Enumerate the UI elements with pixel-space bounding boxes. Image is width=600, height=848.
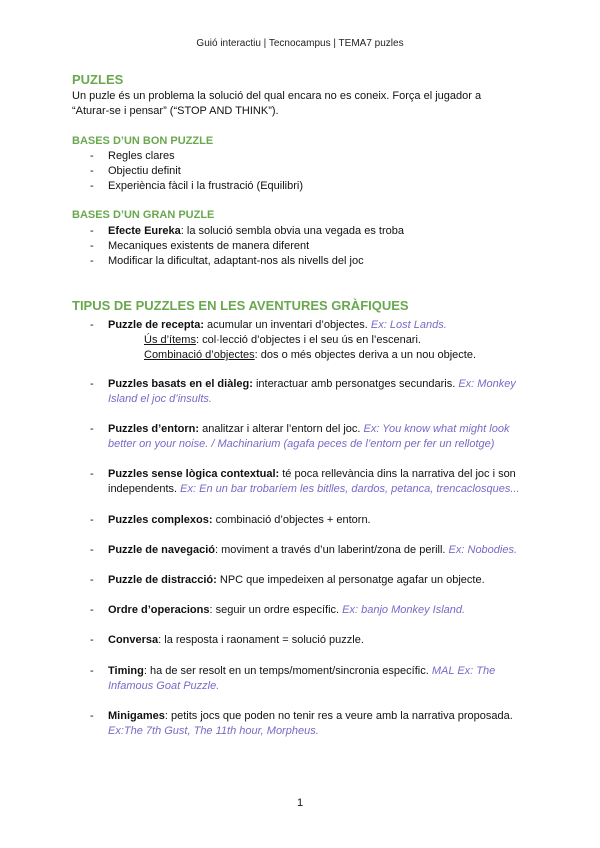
sub-us-items	[144, 333, 421, 348]
item-minigames: - Minigames: petits jocs que poden no tenir res a veure amb la narrativa proposada. Ex:The 7th Gust, The 11th hour, Morpheus.	[90, 710, 513, 737]
list-item: - Mecaniques existents de manera diferent	[72, 239, 404, 254]
term: Puzzles sense lògica contextual:	[108, 468, 280, 480]
example: Ex: You know what might look	[363, 423, 510, 435]
term: Conversa	[108, 634, 159, 646]
definition: acumular un inventari d’objectes.	[203, 319, 371, 331]
term: Puzzle de navegació	[108, 544, 215, 556]
intro-paragraph	[72, 89, 542, 119]
term: Minigames	[108, 710, 165, 722]
definition: té poca rellevància dins la narrativa del joc i son	[279, 468, 516, 480]
example: Ex: En un bar trobaríem les bitlles, dardos, petanca, trencaclosques...	[180, 483, 520, 495]
term: Puzzle de distracció:	[108, 574, 217, 586]
item-timing: - Timing: ha de ser resolt en un temps/moment/sincronia específic. MAL Ex: The Infamous Goat Puzzle.	[90, 665, 496, 692]
eureka-term: Efecte Eureka	[108, 225, 181, 237]
item-dialeg: - Puzzles basats en el diàleg: interactuar amb personatges secundaris. Ex: Monkey Island el joc d’insults.	[90, 378, 516, 405]
sub-text: : dos o més objectes deriva a un nou objecte.	[254, 349, 477, 361]
list-item: - Objectiu definit	[72, 164, 303, 179]
term: Puzzles complexos:	[108, 514, 213, 526]
heading-gran-puzle: BASES D’UN GRAN PUZLE	[72, 209, 215, 221]
item-navegacio: - Puzzle de navegació: moviment a través d’un laberint/zona de perill. Ex: Nobodies.	[90, 544, 518, 556]
list-item: - Regles clares	[72, 149, 303, 164]
term: Ordre d’operacions	[108, 604, 210, 616]
intro-line-1: Un puzle és un problema la solució del qual encara no es coneix. Força el jugador a	[72, 90, 482, 102]
example: Ex: banjo Monkey Island.	[342, 604, 466, 616]
example: Ex: Monkey	[458, 378, 516, 390]
term: Puzzles basats en el diàleg:	[108, 378, 253, 390]
item-distraccio: - Puzzle de distracció: NPC que impedeixen al personatge agafar un objecte.	[90, 574, 485, 586]
heading-tipus-puzzles: TIPUS DE PUZZLES EN LES AVENTURES GRÀFIQUES	[72, 298, 409, 313]
sub-text: : col·lecció d’objectes i el seu ús en l’escenari.	[195, 334, 421, 346]
item-recepta: - Puzzle de recepta: acumular un inventari d’objectes. Ex: Lost Lands.	[90, 319, 447, 331]
example: Ex: Nobodies.	[448, 544, 518, 556]
term: Puzzle de recepta:	[108, 319, 204, 331]
definition: combinació d’objectes + entorn.	[212, 514, 371, 526]
example: MAL Ex: The	[431, 665, 496, 677]
sub-term: Combinació d’objectes	[144, 349, 255, 361]
item-complexos: - Puzzles complexos: combinació d’objectes + entorn.	[90, 514, 371, 526]
example-cont: Infamous Goat Puzzle.	[108, 680, 220, 692]
list-item: - Modificar la dificultat, adaptant-nos als nivells del joc	[72, 254, 404, 269]
item-logica: - Puzzles sense lògica contextual: té poca rellevància dins la narrativa del joc i son independents. Ex: En un bar trobaríem les bitlles, dardos, petanca, trencaclosques...	[90, 468, 520, 495]
definition: NPC que impedeixen al personatge agafar un objecte.	[216, 574, 485, 586]
definition: : ha de ser resolt en un temps/moment/sincronia específic.	[143, 665, 432, 677]
intro-line-2: “Aturar-se i pensar” (“STOP AND THINK”).	[72, 105, 279, 117]
page-number: 1	[296, 797, 304, 809]
definition: interactuar amb personatges secundaris.	[252, 378, 459, 390]
item-entorn: - Puzzles d’entorn: analitzar i alterar l’entorn del joc. Ex: You know what might look better on your noise. / Machinarium (agafa peces de l’entorn per fer un rellotge)	[90, 423, 510, 450]
term: Timing	[108, 665, 144, 677]
definition: : moviment a través d’un laberint/zona de perill.	[214, 544, 449, 556]
example: Ex:The 7th Gust, The 11th hour, Morpheus.	[108, 725, 319, 737]
example-cont: Island el joc d’insults.	[108, 393, 212, 405]
sub-combinacio	[144, 348, 476, 363]
item-ordre: - Ordre d’operacions: seguir un ordre específic. Ex: banjo Monkey Island.	[90, 604, 466, 616]
list-item	[72, 224, 404, 239]
heading-puzles: PUZLES	[72, 72, 124, 87]
definition: : seguir un ordre específic.	[209, 604, 343, 616]
item-conversa: - Conversa: la resposta i raonament = solució puzzle.	[90, 634, 364, 646]
list-item: - Experiència fàcil i la frustració (Equilibri)	[72, 179, 303, 194]
term: Puzzles d’entorn:	[108, 423, 200, 435]
definition: : la resposta i raonament = solució puzzle.	[158, 634, 364, 646]
sub-term: Ús d’ítems	[144, 334, 196, 346]
example: Ex: Lost Lands.	[370, 319, 447, 331]
gran-puzle-list	[72, 224, 404, 269]
definition: : petits jocs que poden no tenir res a veure amb la narrativa proposada.	[164, 710, 513, 722]
example-cont: better on your noise. / Machinarium (agafa peces de l’entorn per fer un rellotge)	[108, 438, 495, 450]
heading-bon-puzzle: BASES D’UN BON PUZZLE	[72, 135, 214, 147]
definition: analitzar i alterar l’entorn del joc.	[199, 423, 364, 435]
definition-cont: independents.	[108, 483, 181, 495]
bon-puzzle-list	[72, 149, 303, 194]
eureka-text: : la solució sembla obvia una vegada es troba	[180, 225, 404, 237]
page-header: Guió interactiu | Tecnocampus | TEMA7 puzles	[196, 38, 404, 49]
